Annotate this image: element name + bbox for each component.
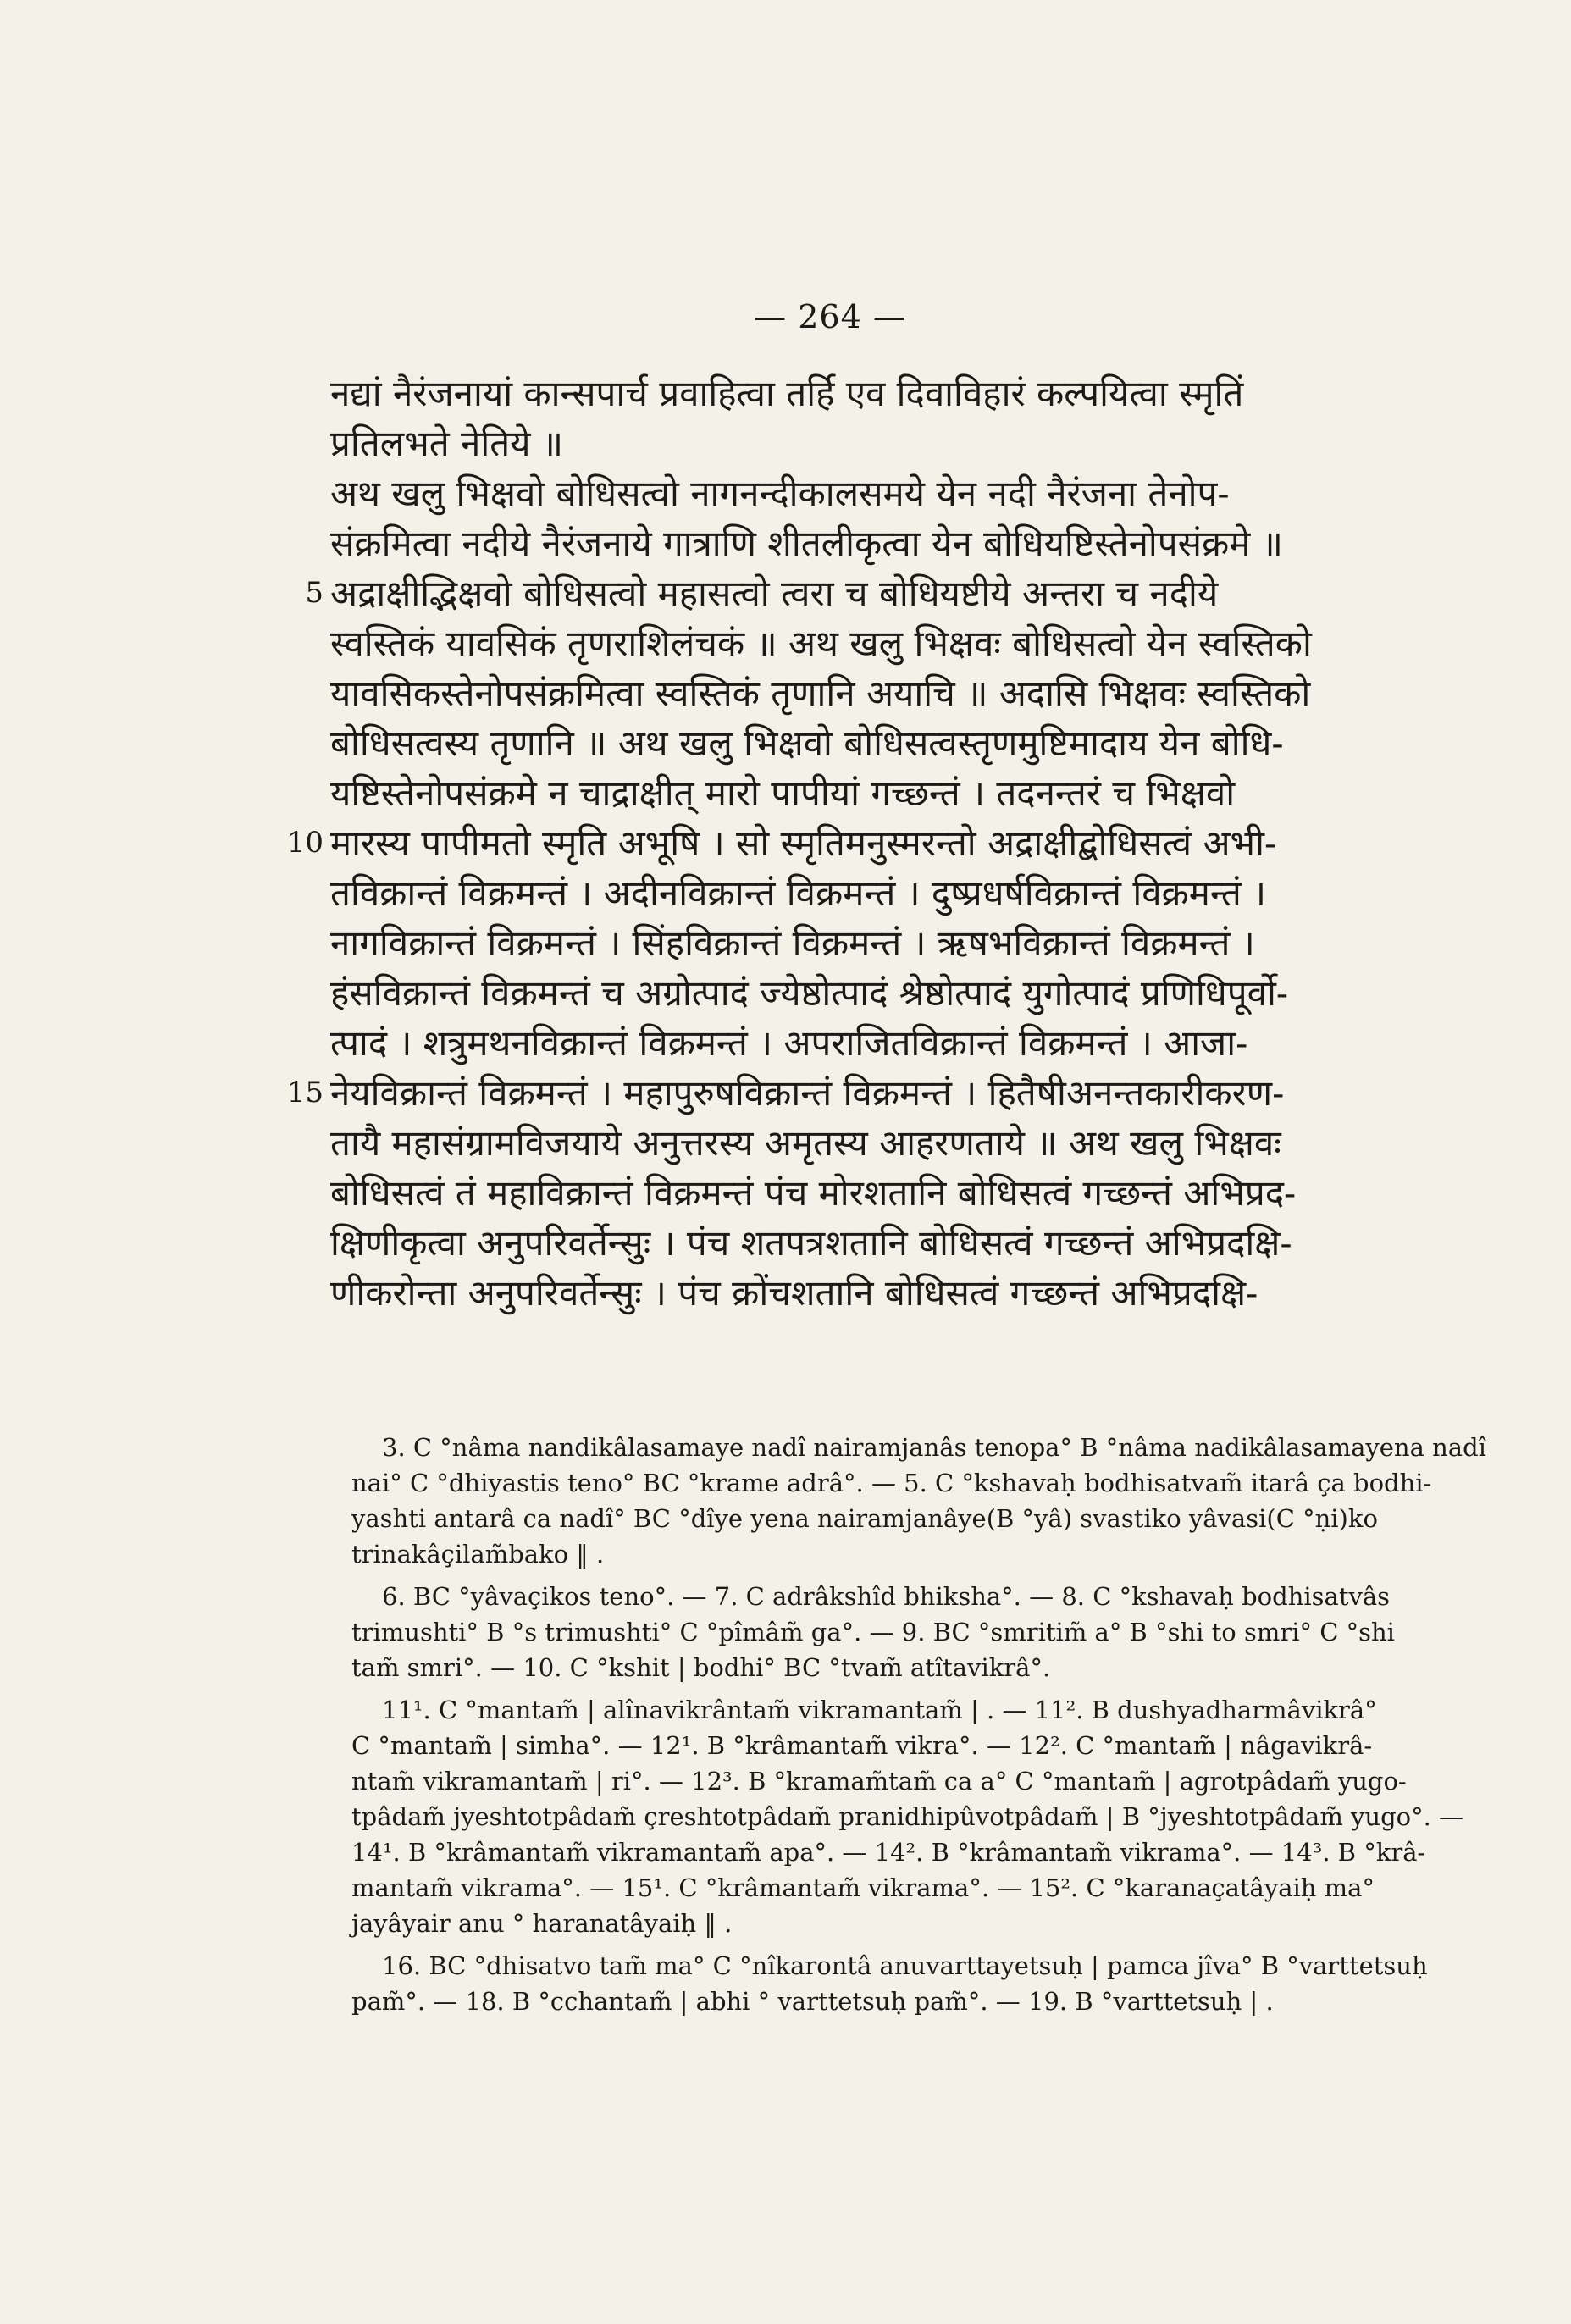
text-line xyxy=(330,1218,1440,1268)
text-line xyxy=(330,968,1440,1018)
page-number: — 264 — xyxy=(754,298,906,335)
footnote-line: tpâdam̃ jyeshtotpâdam̃ çreshtotpâdam̃ pranidhipûvotpâdam̃ | B °jyeshtotpâdam̃ yugo°. — xyxy=(351,1802,1464,1831)
line-text: संक्रमित्वा नदीये नैरंजनाये गात्राणि शीतलीकृत्वा येन बोधियष्टिस्तेनोपसंक्रमे ॥ xyxy=(330,523,1283,564)
footnote-line: jayâyair anu ° haranatâyaiḥ ‖ . xyxy=(351,1909,733,1938)
text-line xyxy=(286,818,1440,868)
text-line xyxy=(330,1168,1440,1218)
line-text: हंसविक्रान्तं विक्रमन्तं च अग्रोत्पादं ज्येष्ठोत्पादं श्रेष्ठोत्पादं युगोत्पादं प्रणिधिपूर्वो- xyxy=(330,972,1289,1014)
text-line xyxy=(330,518,1440,568)
sanskrit-text-body xyxy=(286,368,1440,1318)
line-text: यावसिकस्तेनोपसंक्रमित्वा स्वस्तिकं तृणानि अयाचि ॥ अदासि भिक्षवः स्वस्तिको xyxy=(330,672,1311,714)
footnote-block xyxy=(351,1692,1464,1941)
text-line xyxy=(330,1118,1440,1168)
line-text: तायै महासंग्रामविजयाये अनुत्तरस्य अमृतस्य आहरणताये ॥ अथ खलु भिक्षवः xyxy=(330,1122,1281,1164)
footnotes xyxy=(351,1430,1486,2026)
footnote-line: pam̃°. — 18. B °cchantam̃ | abhi ° varttetsuḥ pam̃°. — 19. B °varttetsuḥ | . xyxy=(351,1987,1274,2016)
footnote-line: 14¹. B °krâmantam̃ vikramantam̃ apa°. — 14². B °krâmantam̃ vikrama°. — 14³. B °krâ- xyxy=(351,1838,1426,1867)
text-line xyxy=(330,418,1440,468)
footnote-line: trinakâçilam̃bako ‖ . xyxy=(351,1540,605,1569)
line-text: णीकरोन्ता अनुपरिवर्तेन्सुः । पंच क्रोंचशतानि बोधिसत्वं गच्छन्तं अभिप्रदक्षि- xyxy=(330,1272,1258,1314)
line-text: नद्यां नैरंजनायां कान्सपार्च प्रवाहित्वा तर्हि एव दिवाविहारं कल्पयित्वा स्मृतिं xyxy=(330,373,1244,414)
footnote-line: ntam̃ vikramantam̃ | ri°. — 12³. B °kramam̃tam̃ ca a° C °mantam̃ | agrotpâdam̃ yugo- xyxy=(351,1767,1407,1796)
line-text: स्वस्तिकं यावसिकं तृणराशिलंचकं ॥ अथ खलु भिक्षवः बोधिसत्वो येन स्वस्तिको xyxy=(330,622,1312,664)
footnote-line: 11¹. C °mantam̃ | alînavikrântam̃ vikramantam̃ | . — 11². B dushyadharmâvikrâ° xyxy=(382,1696,1377,1724)
line-text: बोधिसत्वस्य तृणानि ॥ अथ खलु भिक्षवो बोधिसत्वस्तृणमुष्टिमादाय येन बोधि- xyxy=(330,722,1284,764)
line-text: क्षिणीकृत्वा अनुपरिवर्तेन्सुः । पंच शतपत्रशतानि बोधिसत्वं गच्छन्तं अभिप्रदक्षि- xyxy=(330,1222,1292,1264)
text-line xyxy=(330,1018,1440,1068)
footnote-line: nai° C °dhiyastis teno° BC °krame adrâ°. — 5. C °kshavaḥ bodhisatvam̃ itarâ ça bodhi- xyxy=(351,1469,1432,1497)
text-line xyxy=(330,918,1440,968)
text-line xyxy=(330,368,1440,418)
footnote-line: mantam̃ vikrama°. — 15¹. C °krâmantam̃ vikrama°. — 15². C °karanaçatâyaiḥ ma° xyxy=(351,1873,1375,1902)
footnote-block xyxy=(351,1948,1440,2019)
line-text: यष्टिस्तेनोपसंक्रमे न चाद्राक्षीत् मारो पापीयां गच्छन्तं । तदनन्तरं च भिक्षवो xyxy=(330,772,1236,814)
line-text: नेयविक्रान्तं विक्रमन्तं । महापुरुषविक्रान्तं विक्रमन्तं । हितैषीअनन्तकारीकरण- xyxy=(330,1072,1285,1114)
line-text: अथ खलु भिक्षवो बोधिसत्वो नागनन्दीकालसमये येन नदी नैरंजना तेनोप- xyxy=(330,473,1230,514)
line-text: मारस्य पापीमतो स्मृति अभूषि । सो स्मृतिमनुस्मरन्तो अद्राक्षीद्बोधिसत्वं अभी- xyxy=(330,822,1277,864)
footnote-block xyxy=(351,1430,1486,1572)
footnote-line: 3. C °nâma nandikâlasamaye nadî nairamjanâs tenopa° B °nâma nadikâlasamayena nadî xyxy=(382,1433,1486,1462)
text-line xyxy=(330,618,1440,668)
footnote-block xyxy=(351,1579,1440,1685)
line-number: 15 xyxy=(286,1076,324,1109)
line-number: 10 xyxy=(286,826,324,860)
text-line xyxy=(330,468,1440,518)
footnote-line: 16. BC °dhisatvo tam̃ ma° C °nîkarontâ anuvarttayetsuḥ | pamca jîva° B °varttetsuḥ xyxy=(382,1951,1428,1980)
line-text: बोधिसत्वं तं महाविक्रान्तं विक्रमन्तं पंच मोरशतानि बोधिसत्वं गच्छन्तं अभिप्रद- xyxy=(330,1172,1297,1214)
line-text: त्पादं । शत्रुमथनविक्रान्तं विक्रमन्तं । अपराजितविक्रान्तं विक्रमन्तं । आजा- xyxy=(330,1022,1248,1064)
line-text: नागविक्रान्तं विक्रमन्तं । सिंहविक्रान्तं विक्रमन्तं । ऋषभविक्रान्तं विक्रमन्तं । xyxy=(330,922,1255,964)
footnote-line: yashti antarâ ca nadî° BC °dîye yena nairamjanâye(B °yâ) svastiko yâvasi(C °ṇi)ko xyxy=(351,1504,1378,1533)
footnote-line: C °mantam̃ | simha°. — 12¹. B °krâmantam̃ vikra°. — 12². C °mantam̃ | nâgavikrâ- xyxy=(351,1731,1373,1760)
text-line xyxy=(330,718,1440,768)
footnote-line: tam̃ smri°. — 10. C °kshit | bodhi° BC °tvam̃ atîtavikrâ°. xyxy=(351,1653,1051,1682)
text-line xyxy=(286,1068,1440,1118)
text-line xyxy=(330,868,1440,918)
line-text: अद्राक्षीद्भिक्षवो बोधिसत्वो महासत्वो त्वरा च बोधियष्टीये अन्तरा च नदीये xyxy=(330,573,1219,614)
footnote-line: 6. BC °yâvaçikos teno°. — 7. C adrâkshîd bhiksha°. — 8. C °kshavaḥ bodhisatvâs xyxy=(382,1582,1391,1611)
line-text: प्रतिलभते नेतिये ॥ xyxy=(330,423,564,464)
line-number: 5 xyxy=(305,576,324,610)
footnote-line: trimushti° B °s trimushti° C °pîmâm̃ ga°. — 9. BC °smritim̃ a° B °shi to smri° C °shi xyxy=(351,1618,1395,1646)
text-line xyxy=(330,768,1440,818)
text-line xyxy=(330,668,1440,718)
line-text: तविक्रान्तं विक्रमन्तं । अदीनविक्रान्तं विक्रमन्तं । दुष्प्रधर्षविक्रान्तं विक्रमन्तं । xyxy=(330,872,1267,914)
text-line xyxy=(305,568,1440,618)
text-line xyxy=(330,1268,1440,1318)
